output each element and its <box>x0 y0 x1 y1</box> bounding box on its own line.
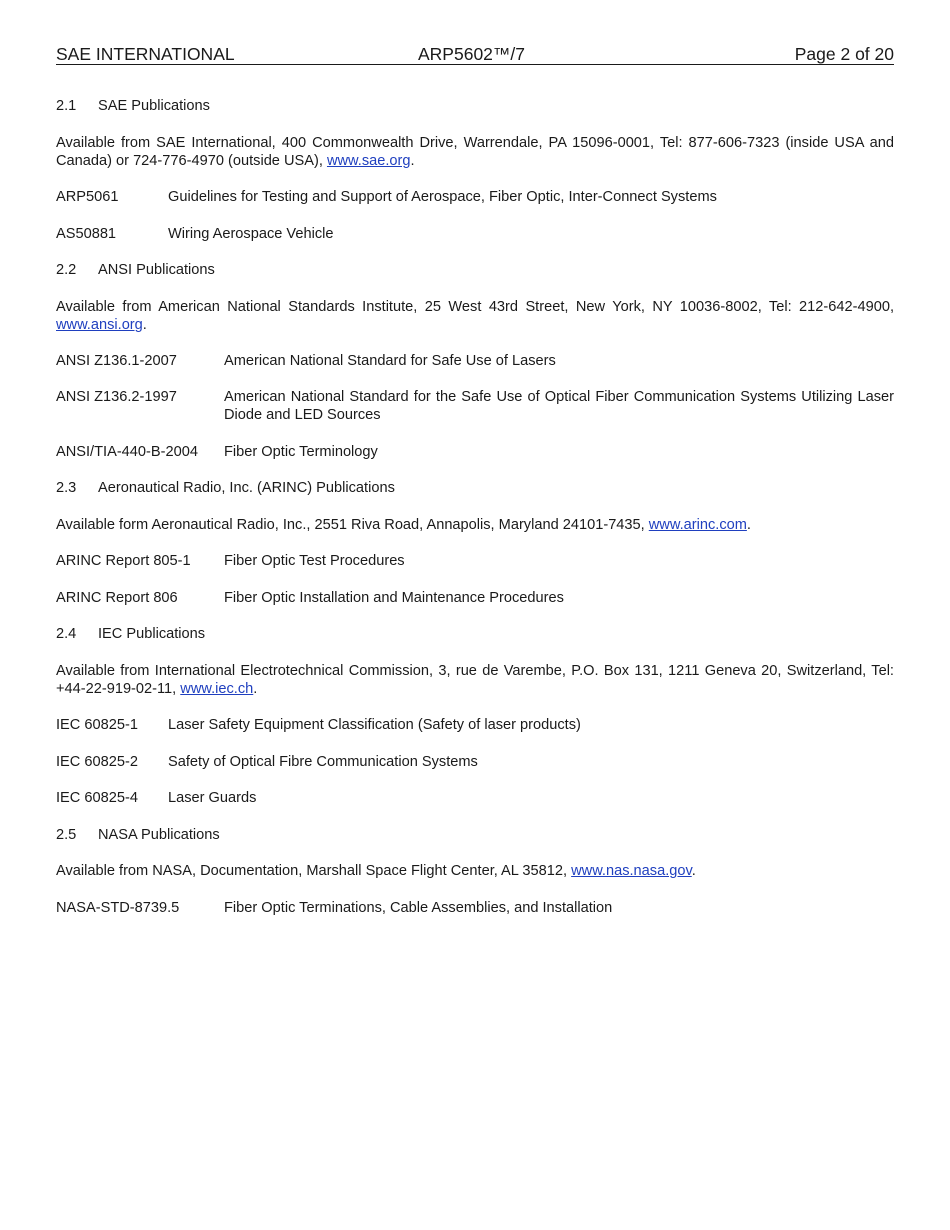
reference-row <box>56 716 894 734</box>
reference-title: Laser Guards <box>168 790 257 806</box>
reference-code: ARINC Report 805-1 <box>56 553 191 569</box>
reference-row <box>56 352 894 370</box>
section-heading-arinc: 2.3 Aeronautical Radio, Inc. (ARINC) Publications <box>56 480 395 496</box>
link-sae[interactable]: www.sae.org <box>326 153 411 169</box>
header-org: SAE INTERNATIONAL <box>56 44 235 64</box>
reference-code: ANSI Z136.1-2007 <box>56 353 177 369</box>
reference-title: Fiber Optic Terminology <box>224 444 378 460</box>
reference-code: IEC 60825-4 <box>56 790 138 806</box>
availability-nasa: Available from NASA, Documentation, Marshall Space Flight Center, AL 35812, www.nas.nasa.gov. <box>56 863 696 879</box>
page-header <box>56 44 894 65</box>
reference-title: Laser Safety Equipment Classification (Safety of laser products) <box>168 717 581 733</box>
reference-row <box>56 188 894 206</box>
reference-title: Fiber Optic Terminations, Cable Assemblies, and Installation <box>224 900 613 916</box>
section-heading-nasa: 2.5 NASA Publications <box>56 827 220 843</box>
reference-title: American National Standard for Safe Use of Lasers <box>224 353 556 369</box>
reference-row <box>56 789 894 807</box>
reference-title: Wiring Aerospace Vehicle <box>168 226 334 242</box>
reference-code: IEC 60825-2 <box>56 754 138 770</box>
reference-code: ANSI Z136.2-1997 <box>56 389 177 405</box>
reference-row <box>56 753 894 771</box>
reference-code: ANSI/TIA-440-B-2004 <box>56 444 198 460</box>
reference-row <box>56 443 894 461</box>
reference-title: Fiber Optic Test Procedures <box>224 553 405 569</box>
section-heading-ansi: 2.2 ANSI Publications <box>56 262 215 278</box>
reference-row <box>56 388 894 424</box>
reference-row <box>56 225 894 243</box>
reference-code: AS50881 <box>56 226 117 242</box>
reference-title: Fiber Optic Installation and Maintenance Procedures <box>224 590 564 606</box>
header-page-number: Page 2 of 20 <box>794 44 894 64</box>
link-ansi[interactable]: www.ansi.org <box>56 317 143 333</box>
availability-ansi: Available from American National Standards Institute, 25 West 43rd Street, New York, NY 10036-8002, Tel: 212-642-4900, www.ansi.org. <box>56 299 894 333</box>
reference-row <box>56 899 894 917</box>
reference-row <box>56 552 894 570</box>
header-doc-number: ARP5602™/7 <box>418 44 526 64</box>
reference-row <box>56 589 894 607</box>
reference-title: Guidelines for Testing and Support of Aerospace, Fiber Optic, Inter-Connect Systems <box>168 189 717 205</box>
reference-code: NASA-STD-8739.5 <box>56 900 180 916</box>
availability-arinc: Available form Aeronautical Radio, Inc., 2551 Riva Road, Annapolis, Maryland 24101-7435, www.arinc.com. <box>56 517 751 533</box>
section-heading-sae: 2.1 SAE Publications <box>56 98 210 114</box>
reference-code: ARP5061 <box>56 189 119 205</box>
reference-code: IEC 60825-1 <box>56 717 138 733</box>
reference-title: Safety of Optical Fibre Communication Systems <box>168 754 478 770</box>
link-nasa[interactable]: www.nas.nasa.gov <box>571 863 692 879</box>
availability-sae: Available from SAE International, 400 Commonwealth Drive, Warrendale, PA 15096-0001, Tel: 877-606-7323 (inside USA and Canada) or 724-776-4970 (outside USA), www.sae.org. <box>56 135 894 169</box>
section-heading-iec: 2.4 IEC Publications <box>56 626 206 642</box>
link-arinc[interactable]: www.arinc.com <box>648 517 747 533</box>
reference-code: ARINC Report 806 <box>56 590 178 606</box>
link-iec[interactable]: www.iec.ch <box>180 681 254 697</box>
reference-title: American National Standard for the Safe Use of Optical Fiber Communication Systems Utilizing Laser Diode and LED Sources <box>224 389 894 423</box>
availability-iec: Available from International Electrotechnical Commission, 3, rue de Varembe, P.O. Box 131, 1211 Geneva 20, Switzerland, Tel: +44-22-919-02-11, www.iec.ch. <box>56 663 894 697</box>
